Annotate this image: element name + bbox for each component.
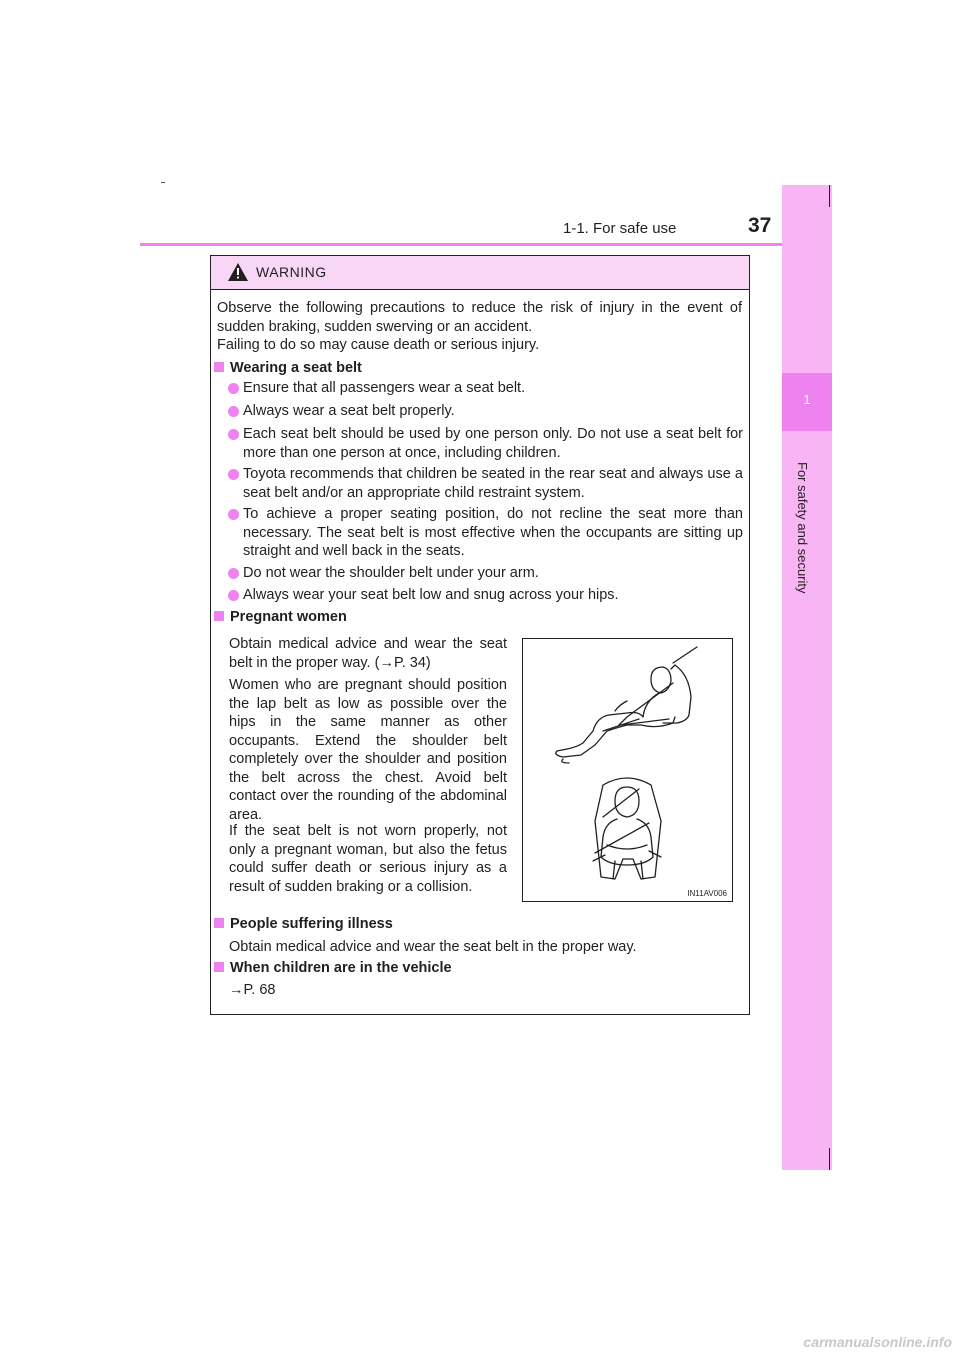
pregnant-para-3: If the seat belt is not worn properly, not only a pregnant woman, but also the fetus could suffer death or serious injury as a result of sudden braking or a collision. [229,823,507,895]
illness-text: Obtain medical advice and wear the seat belt in the proper way. [229,939,637,955]
bullet-icon [228,568,239,579]
heading-text: When children are in the vehicle [230,960,452,976]
section-title: 1-1. For safe use [563,220,677,237]
seat-belt-illustration [522,638,733,902]
warning-intro: Observe the following precautions to reduce the risk of injury in the event of sudden braking, sudden swerving or an accident. [217,300,742,335]
crop-mark [161,182,165,183]
square-bullet-icon [214,962,224,972]
pregnant-para-1: Obtain medical advice and wear the seat belt in the proper way. (→P. 34) [229,636,507,671]
warning-consequence: Failing to do so may cause death or serious injury. [217,337,540,353]
bullet-icon [228,383,239,394]
crop-mark [829,1148,830,1170]
heading-text: Wearing a seat belt [230,360,362,376]
seated-occupant-illustration [523,639,732,901]
bullet-item: Do not wear the shoulder belt under your arm. [243,565,539,581]
warning-triangle-icon [228,263,248,281]
figure-code: IN11AV006 [687,889,727,898]
bullet-item: Ensure that all passengers wear a seat belt. [243,380,526,396]
bullet-icon [228,406,239,417]
children-reference: →P. 68 [229,982,276,998]
bullet-item: Toyota recommends that children be seated in the rear seat and always use a seat belt and/or an appropriate child restraint system. [243,466,743,501]
heading-seat-belt [214,360,362,376]
bullet-item: Always wear your seat belt low and snug across your hips. [243,587,619,603]
heading-text: People suffering illness [230,916,393,932]
chapter-title: For safety and security [795,462,810,594]
bullet-item: To achieve a proper seating position, do not recline the seat more than necessary. The seat belt is most effective when the occupants are sitting up straight and well back in the seats. [243,506,743,559]
bullet-icon [228,429,239,440]
heading-pregnant [214,609,347,625]
bullet-item: Always wear a seat belt properly. [243,403,455,419]
pregnant-para-2: Women who are pregnant should position the lap belt as low as possible over the hips in the same manner as other occupants. Extend the shoulder belt completely over the shoulder and position the belt across the chest. Avoid belt contact over the rounding of the abdominal area. [229,677,507,823]
chapter-number: 1 [782,373,832,431]
bullet-icon [228,509,239,520]
square-bullet-icon [214,611,224,621]
header-rule [140,243,832,246]
heading-text: Pregnant women [230,609,347,625]
warning-label: WARNING [256,264,327,280]
heading-children [214,960,452,976]
bullet-item: Each seat belt should be used by one person only. Do not use a seat belt for more than one person at once, including children. [243,426,743,461]
heading-illness [214,916,393,932]
watermark: carmanualsonline.info [803,1334,952,1350]
crop-mark [829,185,830,207]
page-number: 37 [748,214,772,237]
bullet-icon [228,469,239,480]
square-bullet-icon [214,362,224,372]
warning-header [211,256,749,290]
chapter-side-tab [782,185,832,1170]
bullet-icon [228,590,239,601]
square-bullet-icon [214,918,224,928]
